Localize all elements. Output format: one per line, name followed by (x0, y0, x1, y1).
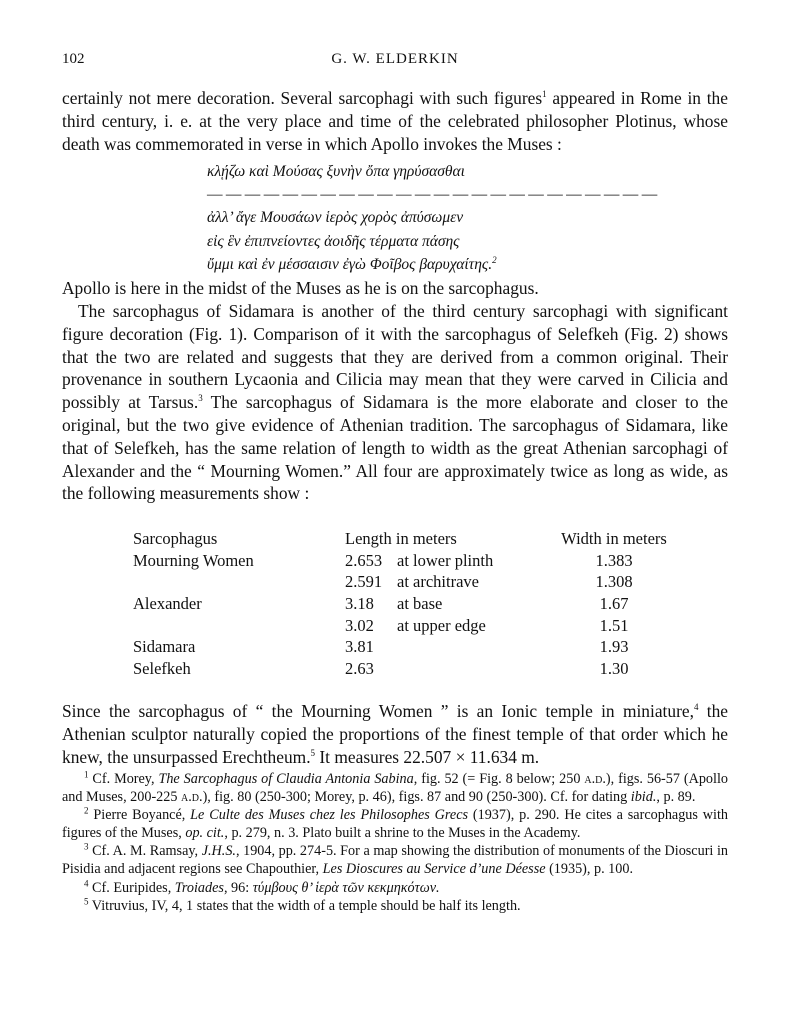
cell-length: 2.63 (345, 658, 374, 678)
footnote-ref[interactable]: 2 (492, 254, 497, 265)
footnote-text: Vitruvius, IV, 4, 1 states that the width of a temple should be half its length. (91, 897, 521, 914)
cell-width: 1.308 (595, 572, 633, 592)
ibid: ibid. (630, 789, 657, 806)
verse-line: ἀλλ’ ἄγε Μουσάων ἱερὸς χορὸς ἀπύσωμεν (207, 209, 464, 227)
page-header (62, 51, 728, 73)
paragraph-erechtheum (62, 700, 728, 768)
footnote-text: Cf. Morey, (92, 771, 159, 787)
footnote-text: , 96: (223, 879, 253, 896)
footnote-ref[interactable]: 3 (198, 393, 203, 404)
footnote-3 (62, 842, 728, 878)
table-row (133, 550, 679, 572)
column-header-length: Length in meters (345, 528, 457, 548)
cell-location: at upper edge (397, 615, 486, 635)
citation-title: The Sarcophagus of Claudia Antonia Sabina (158, 771, 414, 787)
cell-width: 1.67 (599, 593, 629, 613)
cell-width: 1.51 (599, 615, 629, 635)
footnote-ref[interactable]: 1 (542, 89, 547, 100)
op-cit: op. cit. (185, 825, 225, 842)
cell-width: 1.30 (599, 658, 629, 678)
paragraph-text: Apollo is here in the midst of the Muses as he is on the sarcophagus. (62, 278, 539, 298)
paragraph-text: certainly not mere decoration. Several sarcophagi with such figures (62, 88, 543, 108)
era-abbrev: a.d. (181, 789, 203, 806)
column-header-sarcophagus: Sarcophagus (133, 528, 218, 548)
footnote-text: ), fig. 80 (250-300; Morey, p. 46), figs. 87 and 90 (250-300). Cf. for dating (202, 789, 631, 806)
footnote-2 (62, 806, 728, 842)
cell-length: 3.81 (345, 637, 374, 657)
footnote-text: (1937), p. 290. He cites a sarcophagus with figures of the Muses, (62, 807, 729, 842)
footnote-5 (62, 897, 728, 915)
table-row (133, 615, 679, 637)
paragraph-text: the Athenian sculptor naturally copied the proportions of the finest temple of that order which he knew, the unsurpassed Erechtheum. (62, 701, 728, 767)
footnotes (62, 770, 728, 915)
cell-width: 1.383 (595, 550, 633, 570)
footnote-1 (62, 770, 728, 806)
cell-length: 2.653 (345, 550, 383, 570)
citation-title: Les Dioscures au Service d’une Déesse (322, 861, 546, 878)
cell-length: 3.18 (345, 593, 374, 613)
journal-abbrev: J.H.S. (201, 843, 236, 860)
footnote-text: Cf. A. M. Ramsay, (92, 843, 202, 860)
cell-location: at architrave (397, 572, 479, 592)
citation-title: Troiades (174, 879, 224, 896)
paragraph-text: Since the sarcophagus of “ the Mourning Women ” is an Ionic temple in miniature, (62, 701, 694, 721)
measurements-table (133, 528, 679, 680)
paragraph-intro (62, 87, 728, 155)
cell-width: 1.93 (599, 637, 629, 657)
table-row (133, 571, 679, 593)
footnote-text: Cf. Euripides, (92, 879, 175, 896)
footnote-number: 3 (84, 841, 89, 852)
cell-location: at lower plinth (397, 550, 494, 570)
verse-ellipsis: ———————————————————————— (207, 186, 661, 204)
cell-name: Sidamara (133, 637, 196, 657)
table-row (133, 593, 679, 615)
verse-line: ὔμμι καὶ ἐν μέσσαισιν ἐγὼ Φοῖβος βαρυχαίτης. (207, 255, 493, 273)
footnote-text: Pierre Boyancé, (93, 807, 191, 824)
verse-line: κλῄζω καὶ Μούσας ξυνὴν ὄπα γηρύσασθαι (207, 163, 465, 180)
footnote-number: 1 (84, 769, 89, 780)
greek-quote: τύμβους θ’ ἱερὰ τῶν κεκμηκότων. (252, 879, 440, 896)
paragraph-apollo (62, 277, 728, 300)
paragraph-text: It measures 22.507 × 11.634 m. (315, 746, 540, 767)
footnote-number: 2 (84, 805, 89, 816)
table-row (133, 658, 679, 680)
footnote-text: ), figs. 56-57 (Apollo and Muses, 200-225 (62, 771, 729, 806)
cell-name: Selefkeh (133, 658, 191, 678)
cell-length: 2.591 (345, 572, 383, 592)
footnote-ref[interactable]: 4 (693, 702, 699, 713)
paragraph-sidamara (62, 300, 728, 505)
cell-name (133, 615, 345, 637)
paragraph-text: appeared in Rome in the third century, i. e. at the very place and time of the celebrated philosopher Plotinus, whose death was commemorated in verse in which Apollo invokes the Muses : (62, 88, 728, 154)
table-row (133, 636, 679, 658)
cell-location (397, 636, 549, 658)
citation-title: Le Culte des Muses chez les Philosophes Grecs (190, 807, 469, 824)
footnote-text: , p. 89. (656, 789, 696, 806)
footnote-4 (62, 879, 728, 897)
column-header-width: Width in meters (561, 528, 667, 548)
cell-location: at base (397, 593, 443, 613)
cell-name (133, 571, 345, 593)
footnote-number: 4 (84, 877, 89, 888)
paragraph-text: The sarcophagus of Sidamara is the more elaborate and closer to the original, but the two give evidence of Athenian tradition. The sarcophagus of Sidamara, like that of Selefkeh, has the same relation of length to width as the great Athenian sarcophagi of Alexander and the “ Mourning Women.” All four are approximately twice as long as wide, as the following measurements show : (62, 392, 728, 504)
cell-name: Mourning Women (133, 550, 254, 570)
footnote-ref[interactable]: 5 (310, 747, 316, 758)
cell-location (397, 658, 549, 680)
footnote-text: , fig. 52 (= Fig. 8 below; 250 (413, 771, 585, 787)
paragraph-text: The sarcophagus of Sidamara is another of the third century sarcophagi with significant figure decoration (Fig. 1). Comparison of it with the sarcophagus of Selefkeh (Fig. 2) shows that the two are related and suggests that they are derived from a common original. Their provenance in southern Lycaonia and Cilicia may mean that they were carved in Cilicia and possibly at Tarsus. (62, 301, 728, 413)
page-number: 102 (62, 51, 85, 67)
era-abbrev: a.d. (584, 771, 606, 787)
table-header-row (133, 528, 679, 550)
greek-verse (207, 160, 661, 276)
footnote-text: , 1904, pp. 274-5. For a map showing the distribution of monuments of the Dioscuri in Pisidia and adjacent regions see Chapouthier, (62, 843, 728, 878)
footnote-number: 5 (84, 895, 89, 906)
cell-length: 3.02 (345, 615, 374, 635)
verse-line: εἰς ἓν ἐπιπνείοντες ἀοιδῆς τέρματα πάσης (207, 232, 460, 250)
footnote-text: (1935), p. 100. (545, 861, 634, 878)
footnote-text: , p. 279, n. 3. Plato built a shrine to the Muses in the Academy. (224, 825, 581, 842)
running-head: G. W. ELDERKIN (331, 51, 459, 67)
cell-name: Alexander (133, 593, 202, 613)
